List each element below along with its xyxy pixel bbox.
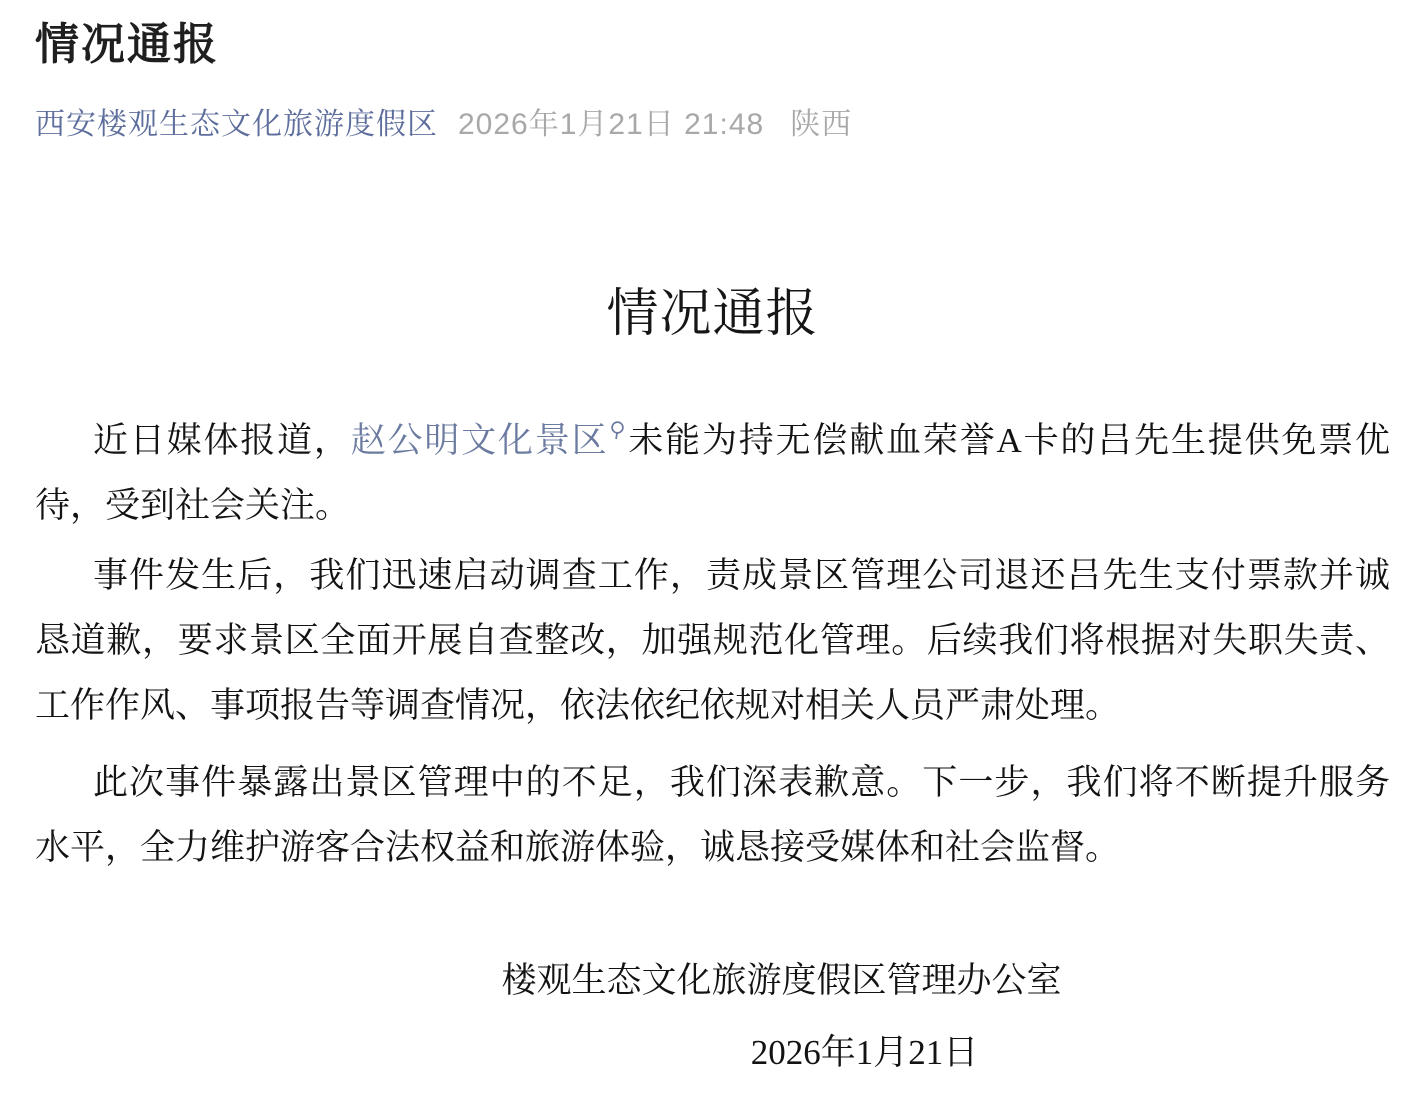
search-icon[interactable] (609, 408, 627, 473)
source-link[interactable]: 西安楼观生态文化旅游度假区 (35, 108, 438, 141)
publish-location: 陕西 (790, 108, 853, 141)
article-line (35, 408, 1390, 473)
scenic-area-link[interactable] (351, 421, 627, 460)
article-line: 恳道歉，要求景区全面开展自查整改，加强规范化管理。后续我们将根据对失职失责、 (35, 621, 1390, 660)
signature-block (35, 948, 1390, 1085)
signature: 楼观生态文化旅游度假区管理办公室 (501, 961, 1062, 1000)
meta-row (35, 107, 1390, 143)
paragraph-2 (35, 543, 1390, 738)
publish-datetime: 2026年1月21日 21:48 (458, 108, 765, 141)
article-line: 待，受到社会关注。 (35, 486, 351, 525)
paragraph-1 (35, 408, 1390, 538)
article-line: 水平，全力维护游客合法权益和旅游体验，诚恳接受媒体和社会监督。 (35, 828, 1121, 867)
article-line: 工作作风、事项报告等调查情况，依法依纪依规对相关人员严肃处理。 (35, 686, 1121, 725)
article-line: 此次事件暴露出景区管理中的不足，我们深表歉意。下一步，我们将不断提升服务 (93, 763, 1390, 802)
article-body (35, 408, 1390, 1085)
scenic-area-link-text[interactable]: 赵公明文化景区 (350, 421, 609, 460)
document-title: 情况通报 (606, 286, 819, 343)
signature-date: 2026年1月21日 (750, 1033, 979, 1072)
page-title: 情况通报 (35, 20, 219, 69)
article-line: 事件发生后，我们迅速启动调查工作，责成景区管理公司退还吕先生支付票款并诚 (93, 556, 1390, 595)
p1-lead-text: 近日媒体报道， (93, 421, 351, 460)
p1-rest-text: 未能为持无偿献血荣誉A卡的吕先生提供免票优 (626, 421, 1390, 460)
paragraph-3 (35, 750, 1390, 880)
